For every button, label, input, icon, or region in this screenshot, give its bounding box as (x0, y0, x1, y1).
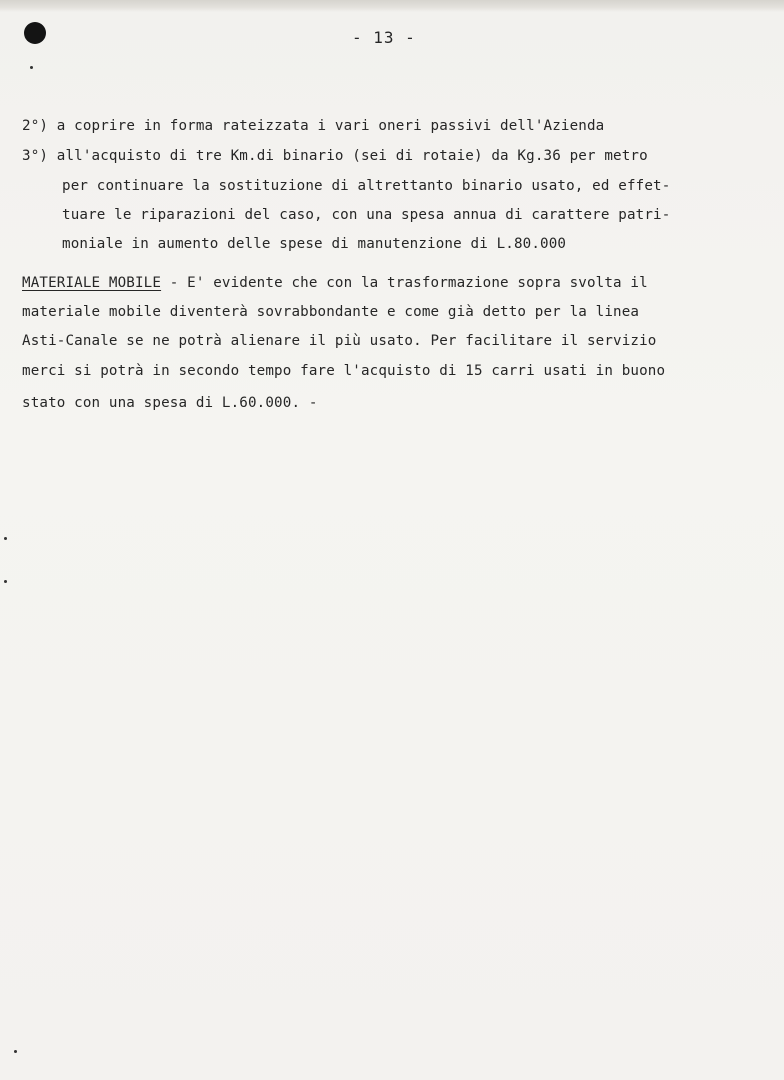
paragraph-line: stato con una spesa di L.60.000. - (22, 395, 318, 411)
section-heading: MATERIALE MOBILE (22, 275, 162, 291)
paragraph-line: Asti-Canale se ne potrà alienare il più usato. Per facilitare il servizio (22, 333, 657, 349)
list-item-text: a coprire in forma rateizzata i vari oneri passivi dell'Azienda (56, 118, 605, 134)
page-number: - 13 - (352, 28, 416, 47)
list-item-2 (22, 116, 604, 136)
list-marker: 2°) (22, 118, 49, 134)
paper-speck (4, 580, 7, 583)
paragraph-line: merci si potrà in secondo tempo fare l'acquisto di 15 carri usati in buono (22, 363, 666, 379)
paper-speck (14, 1050, 17, 1053)
list-item-3-continuation: tuare le riparazioni del caso, con una spesa annua di carattere patri- (62, 207, 671, 223)
paragraph-line: materiale mobile diventerà sovrabbondante e come già detto per la linea (22, 304, 640, 320)
paper-speck (30, 66, 33, 69)
paragraph-text: - E' evidente che con la trasformazione sopra svolta il (161, 275, 648, 291)
page-top-edge (0, 0, 784, 12)
list-item-3 (22, 146, 648, 166)
paragraph-line (22, 273, 648, 293)
punch-hole (24, 22, 46, 44)
list-marker: 3°) (22, 148, 49, 164)
list-item-text: all'acquisto di tre Km.di binario (sei di rotaie) da Kg.36 per metro (56, 148, 648, 164)
list-item-3-continuation: moniale in aumento delle spese di manutenzione di L.80.000 (62, 236, 567, 252)
list-item-3-continuation: per continuare la sostituzione di altrettanto binario usato, ed effet- (62, 178, 671, 194)
paper-speck (4, 537, 7, 540)
